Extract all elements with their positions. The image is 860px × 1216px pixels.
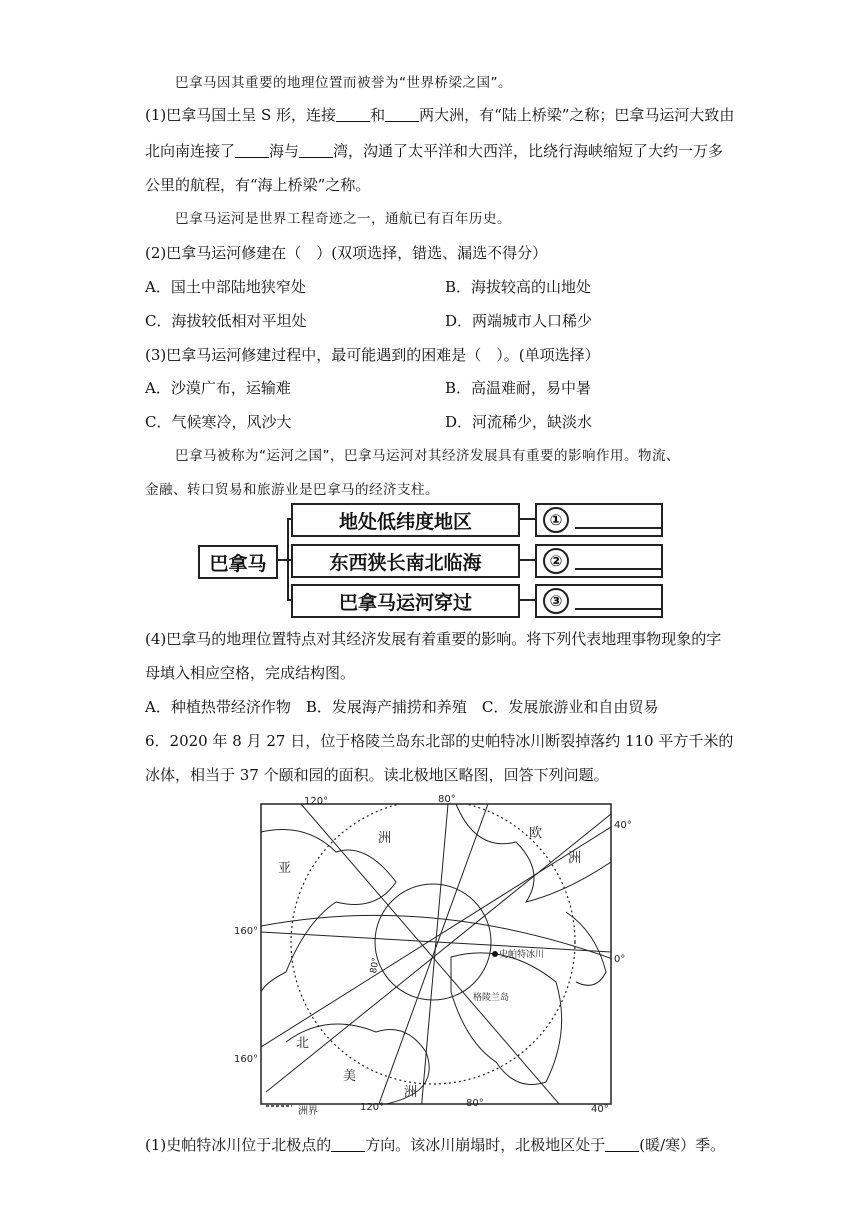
q2-option-d[interactable]: D．两端城市人口稀少 xyxy=(445,312,593,330)
q1-line1 xyxy=(145,105,734,125)
label-europe-zhou: 洲 xyxy=(568,851,582,866)
q1-line3: 公里的航程，有“海上桥梁”之称。 xyxy=(145,176,371,194)
q3-option-b[interactable]: B．高温难耐，易中暑 xyxy=(445,379,592,397)
connector xyxy=(518,518,536,520)
q2-stem: (2)巴拿马运河修建在（ ）(双项选择，错选、漏选不得分） xyxy=(145,244,548,262)
diagram-answer-2[interactable] xyxy=(535,544,663,578)
q2-option-c[interactable]: C．海拔较低相对平坦处 xyxy=(145,312,307,330)
label-lat-80: 80° xyxy=(368,956,382,975)
intro-canal-history: 巴拿马运河是世界工程奇迹之一，通航已有百年历史。 xyxy=(175,211,511,227)
label-lon-40-bottom: 40° xyxy=(591,1104,609,1115)
diagram-item-low-latitude: 地处低纬度地区 xyxy=(291,503,520,537)
answer-marker: ② xyxy=(543,548,569,574)
answer-marker: ③ xyxy=(543,588,569,614)
q4-line2: 母填入相应空格，完成结构图。 xyxy=(145,664,356,682)
q6-1-blank-season[interactable] xyxy=(605,1137,639,1152)
q4-line1: (4)巴拿马的地理位置特点对其经济发展有着重要的影响。将下列代表地理事物现象的字 xyxy=(145,630,722,648)
intro-canal-country-2: 金融、转口贸易和旅游业是巴拿马的经济支柱。 xyxy=(145,482,439,498)
label-continent-top: 洲 xyxy=(378,831,392,846)
label-lon-80-top: 80° xyxy=(438,794,456,805)
q6-line2: 冰体，相当于 37 个颐和园的面积。读北极地区略图，回答下列问题。 xyxy=(145,766,609,784)
q1-blank-3[interactable] xyxy=(235,143,269,158)
label-greenland: 格陵兰岛 xyxy=(473,993,510,1003)
q3-option-a[interactable]: A．沙漠广布，运输难 xyxy=(145,379,291,397)
q3-stem: (3)巴拿马运河修建过程中，最可能遇到的困难是（ ）。(单项选择） xyxy=(145,346,600,364)
answer-marker: ① xyxy=(543,507,569,533)
diagram-item-narrow-coast: 东西狭长南北临海 xyxy=(291,544,520,578)
connector xyxy=(518,559,536,561)
q6-1-blank-direction[interactable] xyxy=(331,1137,365,1152)
answer-line xyxy=(575,592,661,610)
diagram-item-canal: 巴拿马运河穿过 xyxy=(291,584,520,618)
label-america: 美 xyxy=(343,1069,357,1084)
label-lon-120-top: 120° xyxy=(304,796,329,807)
label-lon-40-top: 40° xyxy=(614,820,632,831)
label-lon-160-bottom: 160° xyxy=(234,1054,259,1065)
q1-text: 两大洲，有“陆上桥梁”之称；巴拿马运河大致由 xyxy=(419,106,735,124)
intro-canal-country-1: 巴拿马被称为“运河之国”，巴拿马运河对其经济发展具有重要的影响作用。物流、 xyxy=(175,448,680,464)
q6-1-line xyxy=(145,1135,725,1155)
diagram-answer-3[interactable] xyxy=(535,584,663,618)
label-america-zhou: 洲 xyxy=(404,1085,418,1100)
map-frame xyxy=(261,804,611,1104)
q6-1-text: 方向。该冰川崩塌时，北极地区处于 xyxy=(365,1136,606,1154)
label-lon-160-left: 160° xyxy=(234,926,259,937)
q2-option-b[interactable]: B．海拔较高的山地处 xyxy=(445,278,592,296)
q1-line2 xyxy=(145,141,723,161)
q4-choices: A．种植热带经济作物 B．发展海产捕捞和养殖 C．发展旅游业和自由贸易 xyxy=(145,698,659,716)
glacier-marker xyxy=(492,951,498,957)
diagram-answer-1[interactable] xyxy=(535,503,663,537)
connector xyxy=(518,599,536,601)
structure-diagram xyxy=(195,500,665,620)
q2-option-a[interactable]: A．国土中部陆地狭窄处 xyxy=(145,278,306,296)
label-asia: 亚 xyxy=(278,861,292,876)
q1-text: 海与 xyxy=(269,142,300,160)
label-lon-120-bottom: 120° xyxy=(360,1102,385,1113)
q6-1-text: (暖/寒）季。 xyxy=(639,1136,726,1154)
intro-panama-bridge: 巴拿马因其重要的地理位置而被誉为“世界桥梁之国”。 xyxy=(175,75,512,91)
q1-text: 和 xyxy=(370,106,386,124)
label-lon-0: 0° xyxy=(614,954,626,965)
q3-option-c[interactable]: C．气候寒冷，风沙大 xyxy=(145,413,292,431)
arctic-region-map xyxy=(226,792,638,1120)
label-lon-80-bottom: 80° xyxy=(466,1098,484,1109)
legend-boundary-label: 洲界 xyxy=(298,1106,318,1117)
label-spalte-glacier: 史帕特冰川 xyxy=(499,950,545,960)
answer-line xyxy=(575,552,661,570)
label-europe: 欧 xyxy=(529,826,543,841)
label-north: 北 xyxy=(296,1036,310,1051)
q6-1-text: (1)史帕特冰川位于北极点的 xyxy=(145,1136,332,1154)
q3-option-d[interactable]: D．河流稀少，缺淡水 xyxy=(445,413,593,431)
q1-blank-2[interactable] xyxy=(385,107,419,122)
q6-line1: 6．2020 年 8 月 27 日，位于格陵兰岛东北部的史帕特冰川断裂掉落约 110 平方千米的 xyxy=(145,732,734,750)
diagram-root-panama: 巴拿马 xyxy=(198,545,278,579)
q1-text: 北向南连接了 xyxy=(145,142,236,160)
answer-line xyxy=(575,511,661,529)
q1-blank-4[interactable] xyxy=(299,143,333,158)
q1-text: 湾，沟通了太平洋和大西洋，比绕行海峡缩短了大约一万多 xyxy=(333,142,724,160)
q1-blank-1[interactable] xyxy=(336,107,370,122)
q1-text: (1)巴拿马国土呈 S 形，连接 xyxy=(145,106,337,124)
